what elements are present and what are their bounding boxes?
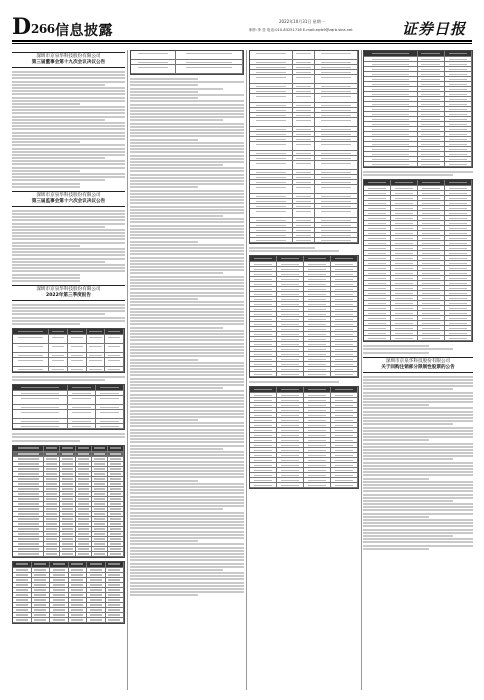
column-divider — [246, 50, 247, 690]
body-text — [12, 433, 125, 441]
announcement-heading — [363, 357, 473, 373]
announcement-title: 关于回购注销部分限制性股票的公告 — [381, 364, 455, 370]
body-text — [363, 171, 473, 176]
body-text — [12, 71, 125, 188]
company-name: 深圳市京泉华科技股份有限公司 — [385, 358, 451, 364]
page-letter: D — [12, 14, 32, 40]
column-3 — [249, 50, 359, 690]
column-4 — [363, 50, 473, 690]
data-table — [130, 50, 244, 75]
data-table — [12, 384, 125, 430]
data-table — [249, 50, 359, 244]
editor-line: 制作:李 莹 电话:010-83251716 E-mail:zqrb9@zqrb.sina.net — [249, 28, 353, 32]
column-1 — [12, 50, 125, 690]
newspaper-logo: 证券日报 — [402, 20, 467, 38]
body-text — [130, 78, 244, 596]
data-table — [12, 328, 125, 373]
announcement-heading — [12, 52, 125, 68]
section-title: 信息披露 — [55, 23, 113, 39]
header-rule-thick — [12, 40, 472, 42]
data-table — [363, 179, 473, 342]
page-number: 266 — [31, 22, 55, 36]
company-name: 深圳市京泉华科技股份有限公司 — [36, 286, 101, 292]
data-table — [249, 255, 359, 378]
column-divider — [361, 50, 362, 690]
header-rule-thin — [12, 43, 472, 44]
body-text — [12, 210, 125, 282]
company-name: 深圳市京泉华科技股份有限公司 — [36, 54, 101, 59]
page-header — [0, 0, 484, 42]
body-text — [249, 247, 359, 252]
company-name: 深圳市京泉华科技股份有限公司 — [36, 192, 101, 198]
data-table — [363, 50, 473, 168]
body-text — [12, 304, 125, 325]
body-text — [12, 376, 125, 381]
column-2 — [130, 50, 244, 690]
data-table — [12, 561, 125, 624]
announcement-heading — [12, 285, 125, 301]
announcement-heading — [12, 191, 125, 207]
announcement-title: 第三届监事会第十六次会议决议公告 — [31, 198, 106, 204]
body-text — [249, 381, 359, 383]
date-line: 2022年10月31日 星期一 — [279, 19, 325, 24]
body-text — [363, 376, 473, 550]
data-table — [249, 386, 359, 489]
body-text — [363, 345, 473, 353]
data-table — [12, 445, 125, 558]
announcement-title: 2022年第三季度报告 — [46, 292, 91, 298]
announcement-title: 第三届董事会第十九次会议决议公告 — [31, 60, 106, 65]
column-divider — [127, 50, 128, 690]
